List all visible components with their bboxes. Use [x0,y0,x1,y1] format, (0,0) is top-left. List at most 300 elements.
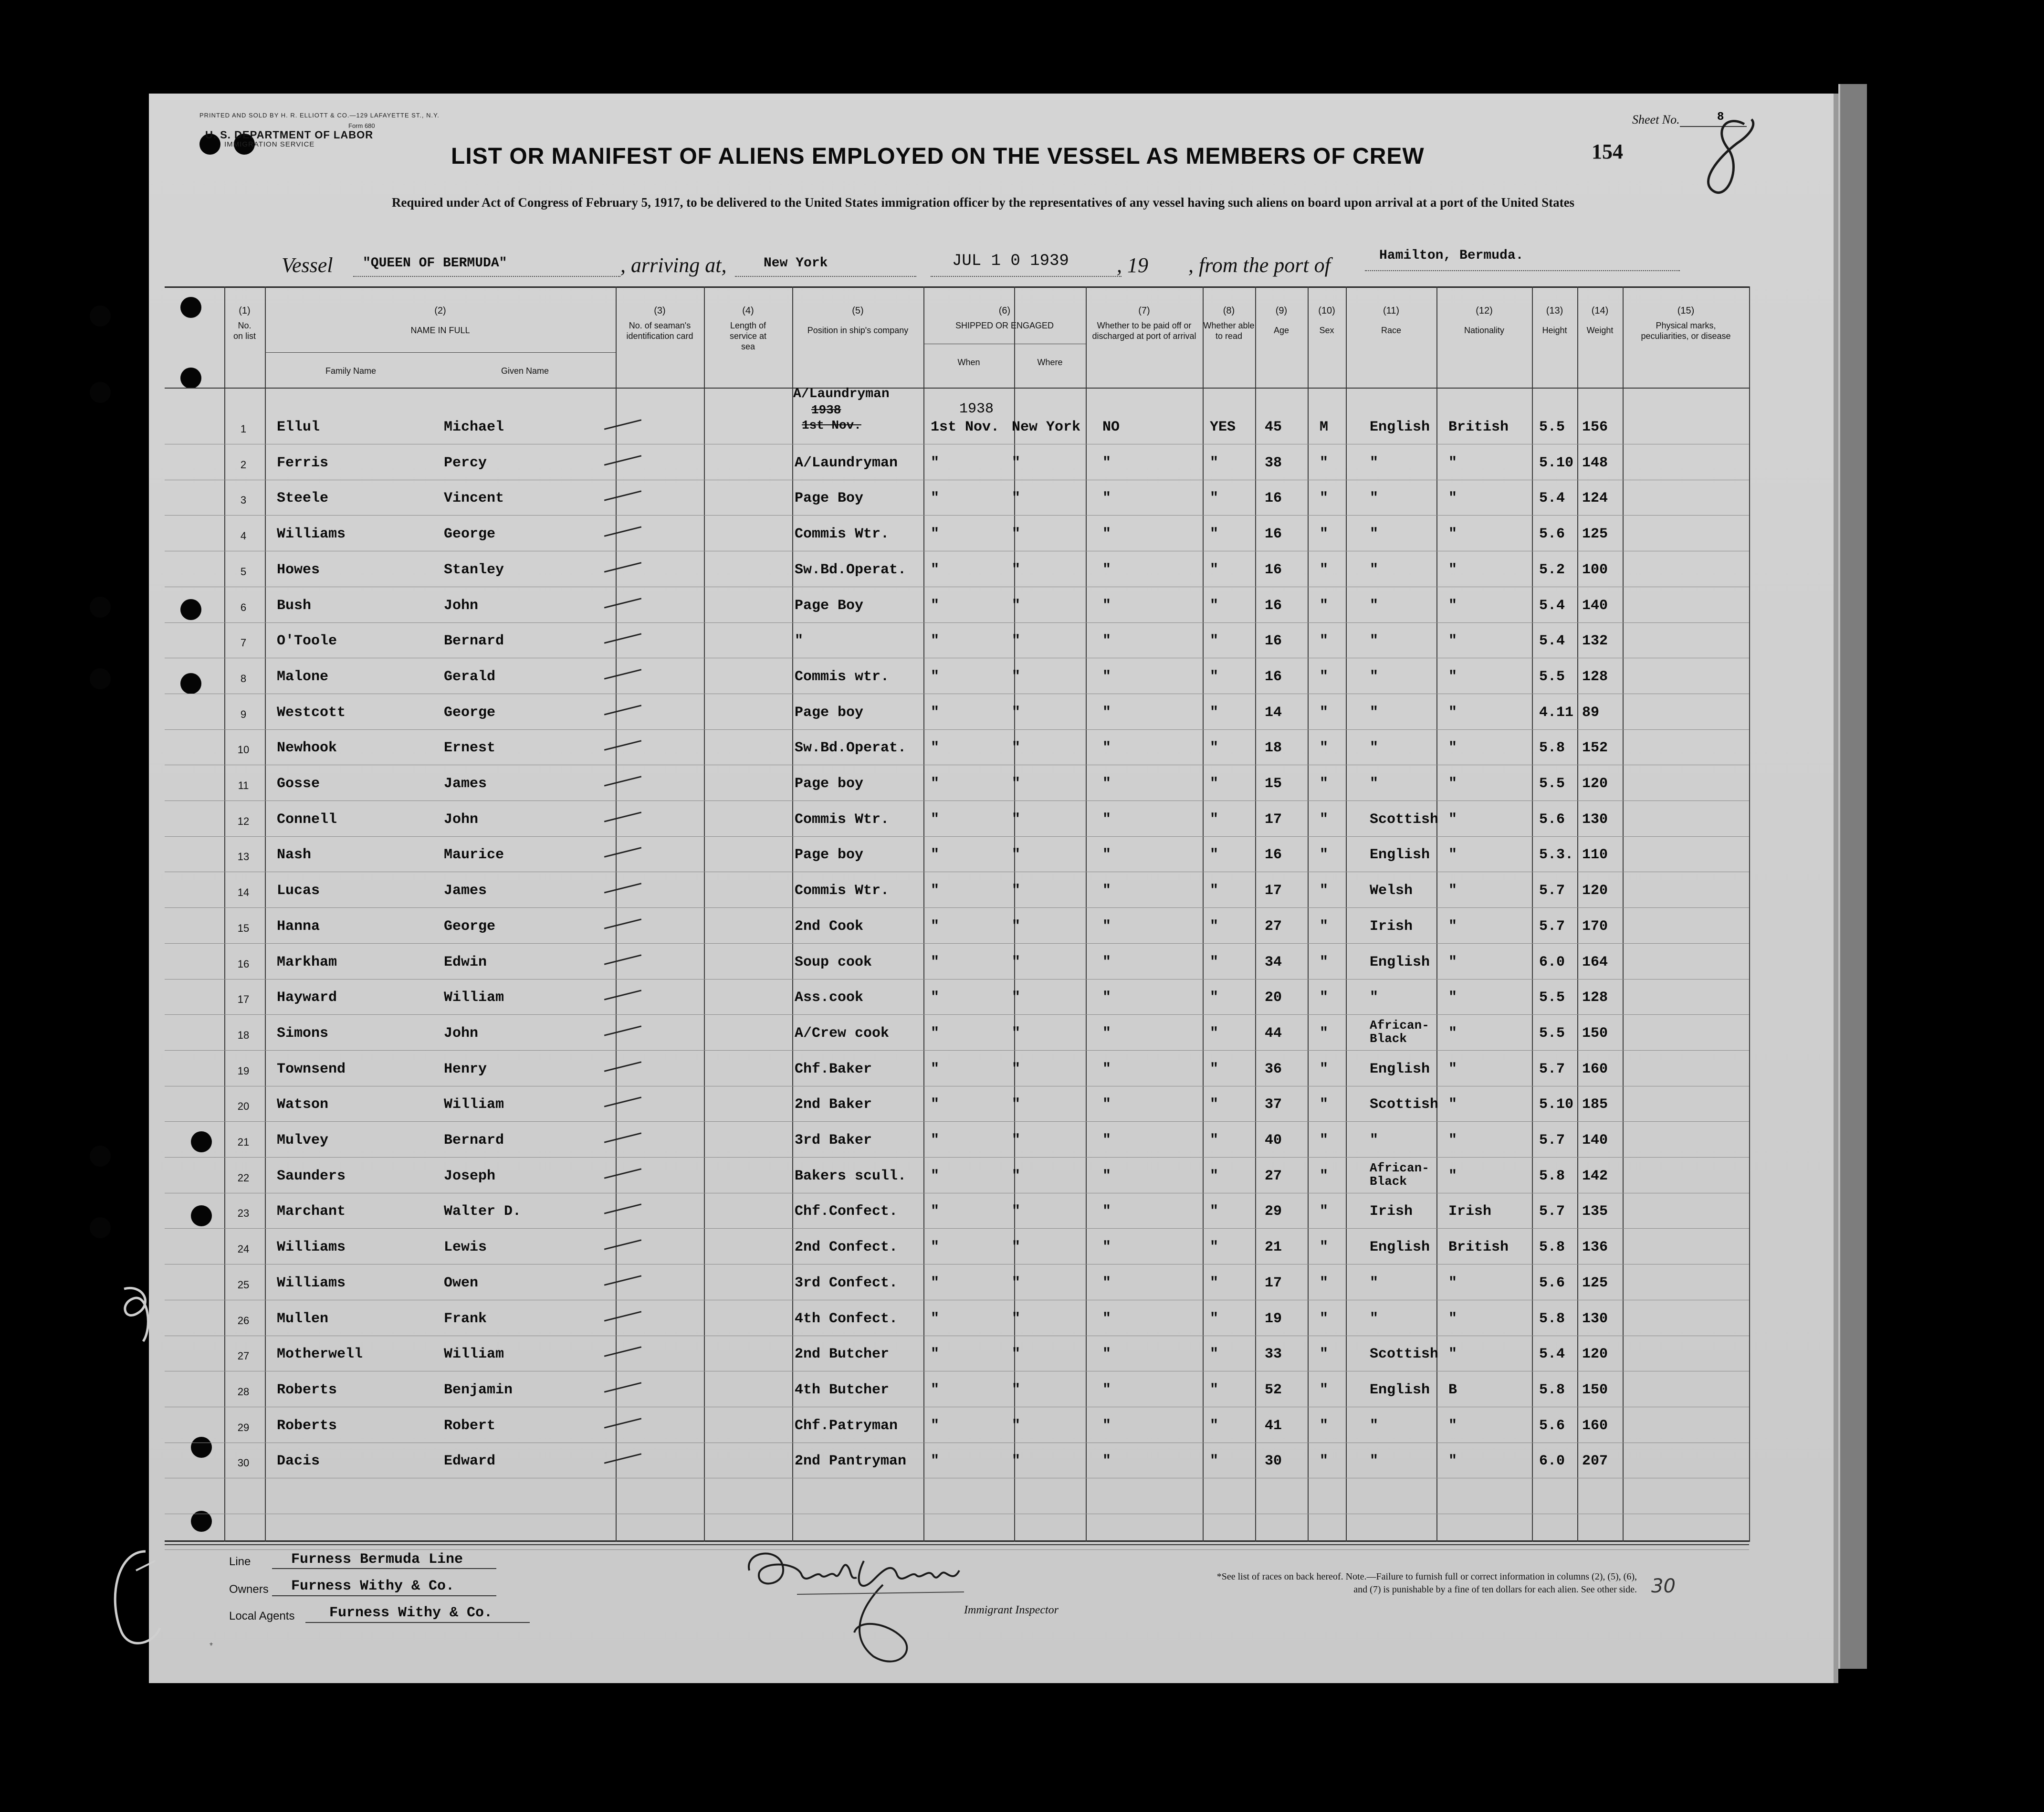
cell-read: " [1210,1168,1219,1184]
department-name: U. S. DEPARTMENT OF LABOR [205,129,374,141]
cell-position: Chf.Patryman [795,1417,898,1434]
cell-height: 5.6 [1539,526,1565,543]
cell-position: 3rd Confect. [795,1275,898,1291]
sheet-number: 8 [1717,111,1724,124]
cell-when: " [931,1453,940,1470]
cell-position: Chf.Confect. [795,1203,898,1220]
cell-height: 6.0 [1539,1453,1565,1470]
col1-header: (1) No. on list [233,306,256,341]
manifest-subtitle: Required under Act of Congress of February 5, 1917, to be delivered to the United States immigration officer by the representatives of any vessel having such aliens on board upon arrival at a port of the United States [391,195,1575,210]
arriving-label: , arriving at, [620,253,727,277]
cell-family: Watson [277,1096,329,1113]
cell-sex: " [1320,526,1329,543]
cell-where: " [1012,490,1021,507]
cell-where: " [1012,1096,1021,1113]
cell-where: " [1012,561,1021,578]
column-rule [1086,286,1087,1542]
name-subheader-rule [265,352,616,353]
cell-paid: " [1102,454,1111,471]
row-number: 4 [240,530,247,542]
cell-nat: " [1448,454,1457,471]
cell-age: 14 [1265,704,1282,721]
cell-race: " [1370,561,1379,578]
cell-weight: 164 [1582,954,1608,970]
cell-race: " [1370,454,1379,471]
row1-struck-position: 1st Nov. [802,418,861,432]
punch-hole [90,597,111,618]
cell-nat: B [1448,1381,1457,1398]
cell-where: " [1012,740,1021,757]
cell-given: Edward [444,1453,496,1470]
cell-when: " [931,1025,940,1042]
cell-read: " [1210,633,1219,650]
cell-read: " [1210,1061,1219,1077]
cell-position: Ass.cook [795,990,864,1006]
cell-read: " [1210,1346,1219,1363]
cell-when: " [931,1168,940,1184]
cell-paid: " [1102,1096,1111,1113]
cell-where: " [1012,811,1021,828]
cell-age: 20 [1265,990,1282,1006]
row-number: 25 [237,1278,250,1291]
cell-where: " [1012,776,1021,792]
cell-position: Chf.Baker [795,1061,872,1077]
cell-weight: 150 [1582,1025,1608,1042]
cell-where: New York [1012,419,1081,435]
cell-where: " [1012,918,1021,935]
cell-when: " [931,1203,940,1220]
cell-read: " [1210,1096,1219,1113]
cell-race: " [1370,1310,1379,1327]
cell-read: " [1210,1132,1219,1148]
row-number: 18 [237,1029,250,1041]
cell-weight: 160 [1582,1061,1608,1077]
cell-given: Edwin [444,954,487,970]
page-number: 154 [1592,140,1623,163]
cell-paid: " [1102,526,1111,543]
cell-race: Welsh [1370,883,1413,899]
column-rule [224,286,225,1542]
cell-family: Newhook [277,740,337,757]
cell-age: 21 [1265,1239,1282,1256]
manifest-title: LIST OR MANIFEST OF ALIENS EMPLOYED ON THE VESSEL AS MEMBERS OF CREW [451,144,1425,169]
cell-family: O'Toole [277,633,337,650]
row-number: 28 [237,1385,250,1398]
cell-where: " [1012,847,1021,864]
cell-age: 16 [1265,561,1282,578]
cell-paid: " [1102,1239,1111,1256]
cell-position: Commis Wtr. [795,526,890,543]
cell-race: " [1370,490,1379,507]
cell-read: " [1210,954,1219,970]
cell-height: 5.7 [1539,1061,1565,1077]
cell-sex: " [1320,1096,1329,1113]
vessel-label: Vessel [282,253,333,277]
cell-weight: 140 [1582,597,1608,614]
cell-given: Lewis [444,1239,487,1256]
cell-race: African-Black [1370,1018,1429,1046]
cell-when: " [931,883,940,899]
cell-family: Mulvey [277,1132,329,1148]
row-number: 23 [237,1207,250,1220]
cell-paid: " [1102,490,1111,507]
cell-sex: " [1320,1310,1329,1327]
cell-read: " [1210,1417,1219,1434]
cell-where: " [1012,1132,1021,1148]
cell-where: " [1012,633,1021,650]
cell-position: Page boy [795,776,864,792]
cell-paid: " [1102,1381,1111,1398]
cell-race: " [1370,526,1379,543]
row-number: 6 [240,601,247,613]
cell-paid: " [1102,633,1111,650]
cell-family: Williams [277,1239,346,1256]
cell-when: " [931,561,940,578]
cell-paid: NO [1102,419,1120,435]
cell-age: 19 [1265,1310,1282,1327]
cell-race: " [1370,1275,1379,1291]
cell-paid: " [1102,811,1111,828]
where-header: Where [1037,358,1063,367]
cell-position: A/Crew cook [795,1025,890,1042]
cell-where: " [1012,1453,1021,1470]
margin-pencil-mark [110,1284,162,1346]
row-number: 9 [240,708,247,720]
cell-when: " [931,1346,940,1363]
cell-when: " [931,1417,940,1434]
row1-position-line1: A/Laundryman [793,387,890,401]
cell-read: " [1210,990,1219,1006]
cell-read: " [1210,1381,1219,1398]
cell-age: 16 [1265,597,1282,614]
cell-height: 5.2 [1539,561,1565,578]
cell-position: Commis Wtr. [795,811,890,828]
cell-age: 16 [1265,490,1282,507]
cell-height: 5.7 [1539,883,1565,899]
from-port-label: , from the port of [1188,253,1331,277]
cell-nat: Irish [1448,1203,1492,1220]
cell-where: " [1012,1275,1021,1291]
cell-age: 41 [1265,1417,1282,1434]
cell-read: " [1210,490,1219,507]
column-rule [704,286,705,1542]
cell-family: Townsend [277,1061,346,1077]
cell-height: 5.6 [1539,811,1565,828]
column-rule [1749,286,1750,1542]
cell-race: Scottish [1370,1096,1439,1113]
cell-sex: " [1320,704,1329,721]
cell-weight: 170 [1582,918,1608,935]
cell-height: 6.0 [1539,954,1565,970]
cell-height: 4.11 [1539,704,1574,721]
cell-paid: " [1102,668,1111,685]
cell-nat: " [1448,918,1457,935]
cell-age: 16 [1265,668,1282,685]
cell-weight: 89 [1582,704,1600,721]
cell-position: 4th Butcher [795,1381,890,1398]
cell-when: " [931,668,940,685]
cell-weight: 156 [1582,419,1608,435]
cell-paid: " [1102,918,1111,935]
service-name: IMMIGRATION SERVICE [224,140,315,148]
cell-read: " [1210,1453,1219,1470]
col15-header: (15) Physical marks, peculiarities, or disease [1641,306,1731,341]
cell-where: " [1012,1346,1021,1363]
handwritten-count: 30 [1651,1575,1676,1597]
cell-when: " [931,918,940,935]
cell-when: " [931,597,940,614]
row-rule [165,729,1749,730]
cell-when: " [931,776,940,792]
cell-position: Sw.Bd.Operat. [795,740,907,757]
cell-age: 27 [1265,1168,1282,1184]
cell-weight: 125 [1582,526,1608,543]
cell-height: 5.4 [1539,597,1565,614]
cell-position: 2nd Baker [795,1096,872,1113]
cell-weight: 124 [1582,490,1608,507]
cell-family: Simons [277,1025,329,1042]
steamship-line: Furness Bermuda Line [291,1551,463,1568]
form-number: Form 680 [348,122,375,129]
cell-height: 5.5 [1539,419,1565,435]
cell-family: Motherwell [277,1346,363,1363]
cell-when: " [931,954,940,970]
cell-age: 45 [1265,419,1282,435]
cell-given: George [444,704,496,721]
cell-family: Steele [277,490,329,507]
cell-position: Commis wtr. [795,668,890,685]
cell-given: Stanley [444,561,504,578]
cell-where: " [1012,1168,1021,1184]
cell-sex: " [1320,847,1329,864]
cell-age: 40 [1265,1132,1282,1148]
cell-position: Page boy [795,704,864,721]
cell-height: 5.8 [1539,740,1565,757]
cell-family: Malone [277,668,329,685]
cell-age: 16 [1265,847,1282,864]
cell-paid: " [1102,847,1111,864]
cell-height: 5.6 [1539,1275,1565,1291]
vessel-name: "QUEEN OF BERMUDA" [363,256,507,271]
cell-race: Irish [1370,918,1413,935]
cell-position: Commis Wtr. [795,883,890,899]
cell-weight: 120 [1582,1346,1608,1363]
cell-weight: 128 [1582,668,1608,685]
cell-where: " [1012,1310,1021,1327]
row-number: 24 [237,1243,250,1255]
row-number: 22 [237,1171,250,1184]
cell-weight: 110 [1582,847,1608,864]
cell-weight: 148 [1582,454,1608,471]
cell-where: " [1012,1239,1021,1256]
col10-header: (10) Sex [1318,306,1335,335]
cell-given: Percy [444,454,487,471]
cell-sex: " [1320,1239,1329,1256]
row-number: 14 [237,886,250,899]
printer-credit: PRINTED AND SOLD BY H. R. ELLIOTT & CO.—129 LAFAYETTE ST., N.Y. [199,112,440,119]
cell-nat: " [1448,1453,1457,1470]
cell-where: " [1012,883,1021,899]
cell-weight: 185 [1582,1096,1608,1113]
cell-weight: 135 [1582,1203,1608,1220]
cell-sex: " [1320,668,1329,685]
cell-given: John [444,811,479,828]
crew-table [165,286,1749,1542]
column-rule [1577,286,1578,1542]
cell-sex: " [1320,1381,1329,1398]
cell-where: " [1012,454,1021,471]
cell-given: James [444,883,487,899]
cell-read: " [1210,597,1219,614]
cell-age: 17 [1265,883,1282,899]
column-rule [1255,286,1256,1542]
cell-race: " [1370,668,1379,685]
cell-read: " [1210,526,1219,543]
cell-height: 5.10 [1539,1096,1574,1113]
cell-family: Dacis [277,1453,320,1470]
cell-race: African-Black [1370,1160,1429,1189]
owners-underline [272,1595,496,1596]
cell-read: " [1210,740,1219,757]
cell-read: " [1210,1275,1219,1291]
cell-when: " [931,1061,940,1077]
cell-given: Ernest [444,740,496,757]
row-number: 17 [237,993,250,1006]
cell-race: English [1370,954,1430,970]
cell-family: Nash [277,847,312,864]
row-number: 11 [238,780,249,791]
cell-height: 5.6 [1539,1417,1565,1434]
cell-paid: " [1102,1346,1111,1363]
cell-paid: " [1102,1417,1111,1434]
cell-read: " [1210,454,1219,471]
cell-nat: " [1448,1025,1457,1042]
cell-family: Hanna [277,918,320,935]
col5-header: (5) Position in ship's company [807,306,909,335]
cell-paid: " [1102,704,1111,721]
margin-pencil-mark [103,1542,165,1652]
cell-weight: 125 [1582,1275,1608,1291]
cell-paid: " [1102,597,1111,614]
cell-given: James [444,776,487,792]
cell-sex: " [1320,561,1329,578]
row-number: 5 [240,565,247,578]
cell-nat: " [1448,954,1457,970]
cell-race: English [1370,1061,1430,1077]
cell-nat: " [1448,1096,1457,1113]
cell-position: A/Laundryman [795,454,898,471]
column-rule [265,286,266,1542]
cell-paid: " [1102,1203,1111,1220]
cell-where: " [1012,1203,1021,1220]
cell-nat: " [1448,704,1457,721]
cell-when: " [931,811,940,828]
cell-race: Scottish [1370,1346,1439,1363]
cell-family: Howes [277,561,320,578]
row-rule [165,1014,1749,1015]
cell-family: Lucas [277,883,320,899]
line-label: Line [229,1555,251,1568]
local-agents: Furness Withy & Co. [329,1605,493,1621]
col9-header: (9) Age [1273,306,1289,335]
cell-position: 3rd Baker [795,1132,872,1148]
cell-age: 16 [1265,633,1282,650]
cell-weight: 132 [1582,633,1608,650]
row-number: 19 [237,1064,250,1077]
cell-height: 5.10 [1539,454,1574,471]
cell-sex: " [1320,597,1329,614]
cell-when: 1st Nov. [931,419,1000,435]
cell-race: " [1370,776,1379,792]
cell-nat: " [1448,597,1457,614]
cell-age: 17 [1265,811,1282,828]
cell-position: 2nd Cook [795,918,864,935]
cell-sex: " [1320,740,1329,757]
cell-sex: " [1320,1203,1329,1220]
cell-nat: " [1448,740,1457,757]
col7-header: (7) Whether to be paid off or discharged at port of arrival [1092,306,1196,341]
agents-underline [305,1622,530,1623]
cell-sex: " [1320,1132,1329,1148]
cell-family: Mullen [277,1310,329,1327]
cell-family: Bush [277,597,312,614]
cell-sex: " [1320,1275,1329,1291]
given-name-header: Given Name [501,366,549,376]
cell-nat: " [1448,490,1457,507]
cell-given: Bernard [444,1132,504,1148]
cell-when: " [931,740,940,757]
cell-sex: " [1320,1346,1329,1363]
cell-sex: " [1320,1168,1329,1184]
cell-where: " [1012,1025,1021,1042]
cell-paid: " [1102,1275,1111,1291]
column-rule [1346,286,1347,1542]
cell-nat: " [1448,1132,1457,1148]
row-number: 10 [237,744,250,756]
cell-race: English [1370,1381,1430,1398]
cell-nat: " [1448,847,1457,864]
cell-family: Connell [277,811,337,828]
cell-race: " [1370,1417,1379,1434]
cell-nat: " [1448,1168,1457,1184]
cell-weight: 207 [1582,1453,1608,1470]
union-stamp: ⚜ [209,1642,213,1647]
cell-age: 15 [1265,776,1282,792]
cell-paid: " [1102,1310,1111,1327]
cell-paid: " [1102,1453,1111,1470]
cell-paid: " [1102,561,1111,578]
cell-nat: " [1448,1275,1457,1291]
cell-height: 5.4 [1539,490,1565,507]
cell-nat: " [1448,526,1457,543]
agents-label: Local Agents [229,1610,295,1622]
cell-where: " [1012,954,1021,970]
cell-sex: " [1320,883,1329,899]
header-divider [165,388,1749,389]
cell-given: Frank [444,1310,487,1327]
cell-height: 5.5 [1539,776,1565,792]
cell-race: " [1370,1453,1379,1470]
cell-when: " [931,1275,940,1291]
row-rule [165,907,1749,908]
row-number: 1 [240,423,247,435]
cell-age: 44 [1265,1025,1282,1042]
cell-when: " [931,847,940,864]
cell-paid: " [1102,883,1111,899]
cell-nat: " [1448,1417,1457,1434]
cell-race: " [1370,597,1379,614]
cell-height: 5.5 [1539,990,1565,1006]
